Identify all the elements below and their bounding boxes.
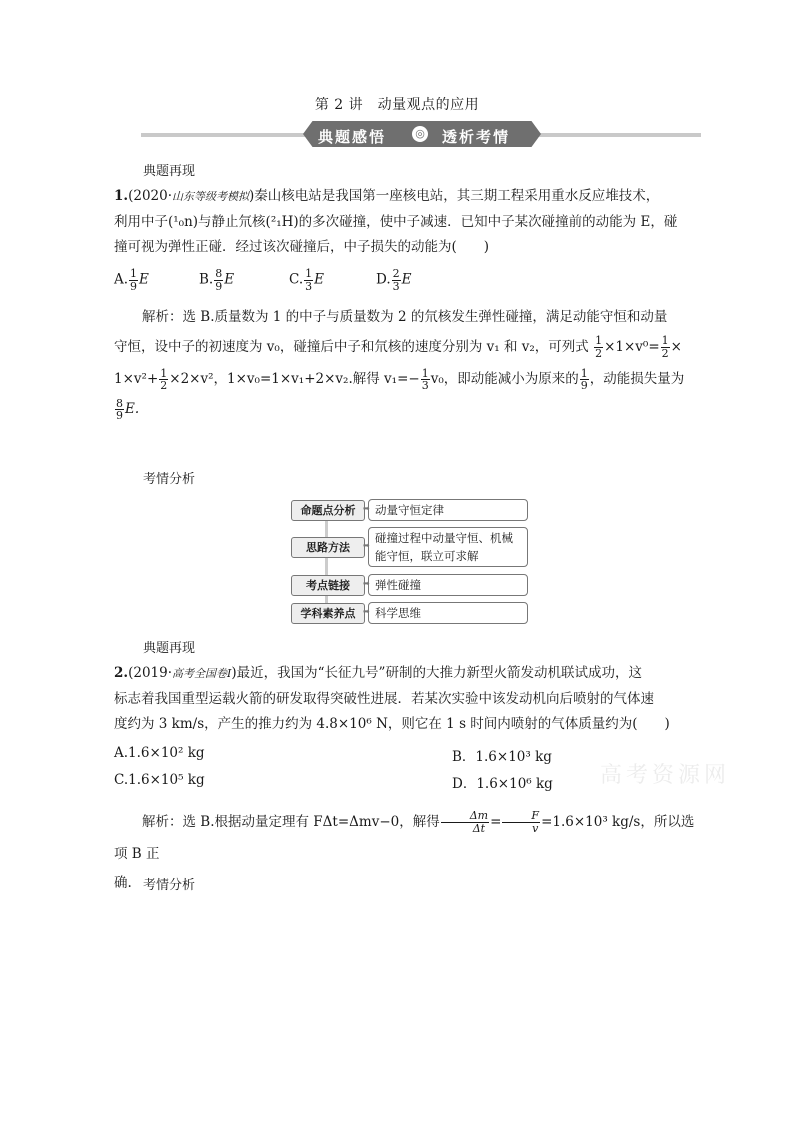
fraction: [661, 335, 670, 359]
answer-2: [114, 806, 699, 896]
answer-line: [114, 331, 699, 365]
denominator: v: [532, 822, 539, 835]
question-source: 山东等级考模拟: [172, 190, 250, 203]
question-1: [114, 184, 699, 261]
question-number: 2.: [114, 665, 129, 681]
answer-text: =: [490, 814, 502, 830]
page-title: 第 2 讲 动量观点的应用: [314, 97, 480, 113]
answer-line: [114, 806, 699, 871]
answer-1: [114, 305, 699, 425]
answer-line: 确.: [114, 874, 132, 891]
answer-text: ×2×v²，1×v₀=1×v₁+2×v₂.解得 v₁=−: [169, 371, 420, 388]
question-2-line: [114, 661, 699, 687]
denominator: 2: [595, 346, 603, 360]
answer-text: 解析：选 B.根据动量定理有 FΔt=Δmv−0，解得: [142, 814, 440, 830]
option-label: D.: [376, 271, 391, 288]
flow-label: 考点链接: [291, 575, 365, 596]
arrow-right-icon: ➡: [363, 607, 370, 616]
numerator: 1: [160, 366, 168, 380]
fraction: [392, 268, 401, 292]
watermark: 高考资源网: [600, 763, 731, 788]
answer-text: 守恒，设中子的初速度为 v₀，碰撞后中子和氘核的速度分别为 v₁ 和 v₂，可列式: [114, 338, 589, 355]
banner-emblem-icon: ◎: [412, 126, 428, 142]
answer-line: 解析：选 B.质量数为 1 的中子与质量数为 2 的氘核发生弹性碰撞，满足动能守恒和动量: [142, 309, 668, 325]
numerator: 1: [305, 267, 313, 280]
answer-text: 1×v²+: [114, 371, 159, 388]
answer-text: ，动能损失量为: [589, 371, 685, 388]
flow-label: 命题点分析: [291, 500, 365, 521]
denominator: 9: [580, 379, 588, 393]
flow-box: 碰撞过程中动量守恒、机械能守恒，联立可求解: [368, 527, 528, 567]
answer-text: E.: [125, 401, 140, 418]
option-c: [289, 268, 324, 292]
denominator: 3: [305, 279, 313, 293]
option-suffix: E: [314, 271, 324, 288]
denominator: 9: [130, 279, 138, 293]
question-1-line: 撞可视为弹性正碰．经过该次碰撞后，中子损失的动能为( ): [114, 239, 490, 256]
numerator: 1: [421, 366, 429, 380]
fraction: [594, 335, 603, 359]
answer-text: ×: [670, 338, 682, 355]
arrow-right-icon: ➡: [363, 504, 370, 513]
question-2: [114, 661, 699, 738]
question-1-line: 利用中子(¹₀n)与静止氘核(²₁H)的多次碰撞，使中子减速．已知中子某次碰撞前的动能为 E，碰: [114, 213, 678, 230]
option-label: B.: [199, 271, 214, 288]
banner-left-label: 典题感悟: [318, 128, 387, 146]
numerator: 1: [661, 334, 669, 348]
section-heading: 典题再现: [143, 164, 196, 179]
denominator: 3: [421, 379, 429, 393]
option-d: D．1.6×10⁶ kg: [452, 776, 553, 792]
denominator: 2: [661, 346, 669, 360]
flow-label: 学科素养点: [291, 603, 365, 624]
fraction: [580, 368, 589, 392]
fraction: [421, 368, 430, 392]
answer-text: ×1×v⁰=: [604, 338, 660, 355]
fraction: [441, 810, 489, 834]
flow-box: 动量守恒定律: [368, 499, 528, 521]
fraction: [129, 268, 138, 292]
numerator: 1: [580, 366, 588, 380]
flow-box: 弹性碰撞: [368, 574, 528, 596]
option-a: A.1.6×10² kg: [114, 745, 205, 761]
question-1-line: [114, 184, 699, 210]
numerator: F: [502, 810, 540, 823]
option-label: C.: [289, 271, 304, 288]
question-2-line: 标志着我国重型运载火箭的研发取得突破性进展．若某次实验中该发动机向后喷射的气体速: [114, 690, 654, 707]
option-b: [199, 268, 234, 292]
option-label: A.: [114, 271, 129, 288]
answer-text: v₀，即动能减小为原来的: [430, 371, 579, 388]
option-suffix: E: [224, 271, 235, 288]
fraction: [214, 268, 223, 292]
denominator: Δt: [472, 822, 486, 835]
fraction: [159, 368, 168, 392]
numerator: 8: [215, 267, 223, 280]
denominator: 9: [116, 409, 123, 423]
answer-line: [114, 395, 699, 425]
question-number: 1.: [114, 188, 129, 204]
option-suffix: E: [401, 271, 412, 288]
fraction: [304, 268, 313, 292]
denominator: 3: [392, 279, 400, 293]
numerator: 1: [130, 267, 138, 280]
option-d: [376, 268, 412, 292]
question-source: 高考全国卷Ⅰ: [172, 667, 232, 680]
question-2-line: 度约为 3 km/s，产生的推力约为 4.8×10⁶ N，则它在 1 s 时间内喷射的气体质量约为( ): [114, 716, 670, 733]
option-c: C.1.6×10⁵ kg: [114, 772, 205, 788]
question-text: )最近，我国为“长征九号”研制的大推力新型火箭发动机联试成功，这: [231, 665, 642, 681]
denominator: 9: [215, 279, 223, 293]
fraction: [502, 810, 540, 834]
section-heading: 典题再现: [143, 641, 196, 656]
answer-text: =1.6×10³ kg/s，所以选项 B 正: [114, 814, 695, 863]
flow-label: 思路方法: [291, 537, 365, 558]
numerator: Δm: [441, 810, 489, 823]
denominator: 2: [160, 379, 168, 393]
arrow-right-icon: ➡: [363, 579, 370, 588]
question-text: )秦山核电站是我国第一座核电站，其三期工程采用重水反应堆技术，: [249, 188, 660, 204]
source-open: (2019·: [128, 665, 173, 681]
source-open: (2020·: [128, 188, 173, 204]
flow-box: 科学思维: [368, 602, 528, 624]
answer-line: [114, 364, 699, 395]
numerator: 8: [116, 396, 123, 410]
option-a: [114, 268, 149, 292]
option-suffix: E: [139, 271, 149, 288]
section-heading: 考情分析: [143, 472, 196, 487]
section-heading: 考情分析: [143, 878, 196, 893]
arrow-right-icon: ➡: [363, 541, 370, 550]
banner-right-label: 透析考情: [442, 128, 511, 146]
fraction: [115, 398, 124, 422]
option-b: B．1.6×10³ kg: [452, 749, 552, 765]
numerator: 1: [595, 334, 603, 348]
numerator: 2: [392, 267, 400, 280]
